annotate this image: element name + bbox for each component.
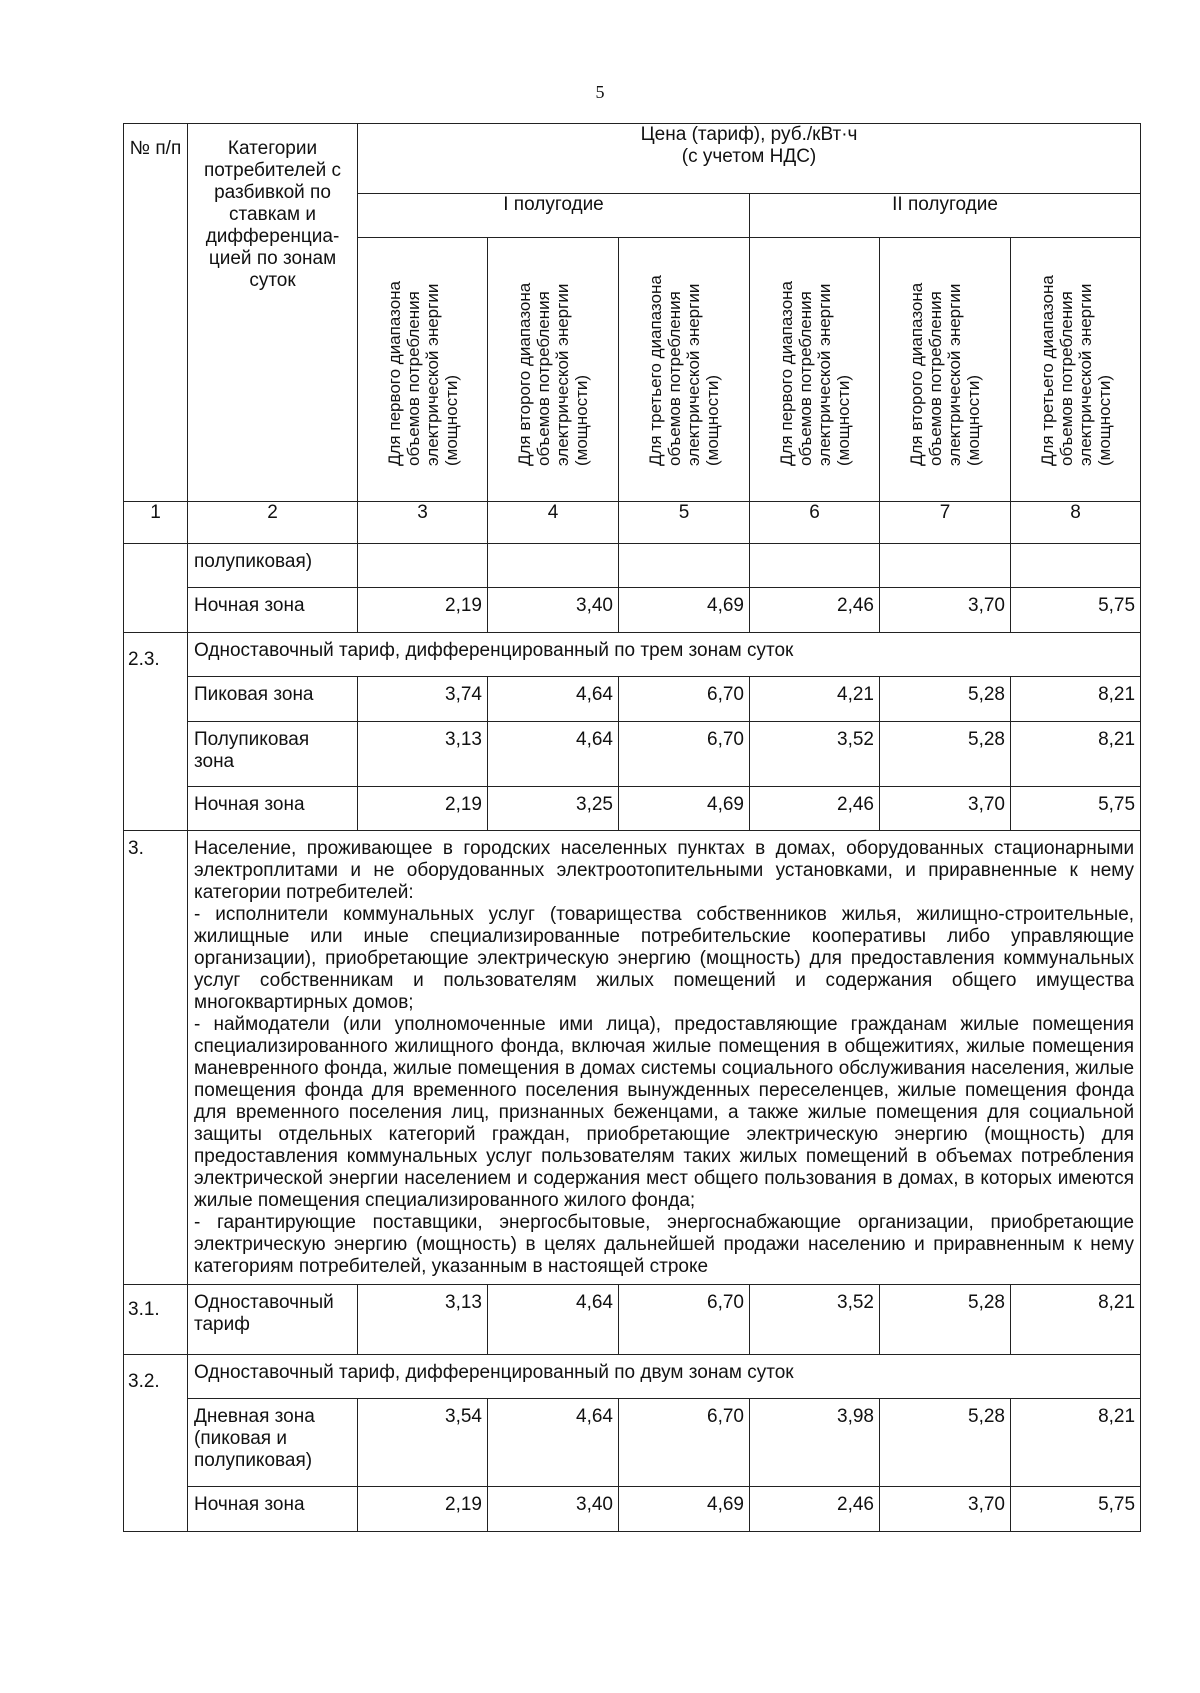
value-cell: 5,75 [1011,787,1141,831]
row-label: Полупиковая зона [188,722,358,787]
value-cell: 4,69 [619,787,750,831]
col-number-6: 6 [750,502,880,544]
col-number-4: 4 [488,502,619,544]
row-number: 3.1. [124,1285,188,1355]
value-cell: 4,64 [488,722,619,787]
value-cell: 4,64 [488,1399,619,1487]
header-range-2-text: Для второго диапазона объемов потребления электрической энергии (мощности) [515,282,591,466]
table-row [124,677,1141,722]
empty-cell [750,544,880,588]
value-cell: 5,28 [880,1285,1011,1355]
header-price-title: Цена (тариф), руб./кВт·ч (с учетом НДС) [358,124,1141,194]
value-cell: 2,19 [358,787,488,831]
header-col-category: Категории потребителей с разбивкой по ставкам и дифференциа-цией по зонам суток [188,124,358,502]
header-range-6-text: Для третьего диапазона объемов потребления электрической энергии (мощности) [1037,275,1114,466]
value-cell: 4,64 [488,677,619,722]
value-cell: 8,21 [1011,722,1141,787]
tariff-table [123,123,1141,1532]
col-number-8: 8 [1011,502,1141,544]
value-cell: 4,69 [619,588,750,633]
table-row [124,1285,1141,1355]
empty-cell [1011,544,1141,588]
value-cell: 4,21 [750,677,880,722]
col-number-1: 1 [124,502,188,544]
value-cell: 5,75 [1011,588,1141,633]
value-cell: 5,28 [880,1399,1011,1487]
header-range-4 [750,238,880,502]
row-label: Ночная зона [188,1487,358,1532]
value-cell: 3,70 [880,588,1011,633]
header-range-4-text: Для первого диапазона объемов потребления электрической энергии (мощности) [776,280,853,466]
header-range-1 [358,238,488,502]
value-cell: 6,70 [619,1285,750,1355]
header-half-2: II полугодие [750,194,1141,238]
row-label: полупиковая) [188,544,358,588]
value-cell: 3,40 [488,588,619,633]
header-range-3-text: Для третьего диапазона объемов потребления электрической энергии (мощности) [646,275,722,466]
value-cell: 6,70 [619,1399,750,1487]
col-number-7: 7 [880,502,1011,544]
value-cell: 2,19 [358,1487,488,1532]
empty-cell [619,544,750,588]
header-range-6 [1011,238,1141,502]
row-label: Дневная зона (пиковая и полупиковая) [188,1399,358,1487]
empty-cell [488,544,619,588]
value-cell: 3,13 [358,722,488,787]
header-range-5-text: Для второго диапазона объемов потребления электрической энергии (мощности) [907,282,983,466]
value-cell: 8,21 [1011,1399,1141,1487]
row-label: Ночная зона [188,588,358,633]
row-label: Ночная зона [188,787,358,831]
column-number-row [124,502,1141,544]
value-cell: 4,69 [619,1487,750,1532]
section-text-row [124,831,1141,1285]
row-label: Одноставочный тариф [188,1285,358,1355]
value-cell: 3,52 [750,722,880,787]
value-cell: 8,21 [1011,1285,1141,1355]
header-range-1-text: Для первого диапазона объемов потребления электрической энергии (мощности) [384,280,461,466]
value-cell: 3,40 [488,1487,619,1532]
value-cell: 2,19 [358,588,488,633]
col-number-3: 3 [358,502,488,544]
header-half-1: I полугодие [358,194,750,238]
value-cell: 3,70 [880,787,1011,831]
section-title: Одноставочный тариф, дифференцированный по трем зонам суток [188,633,1141,677]
table-row [124,1487,1141,1532]
value-cell: 8,21 [1011,677,1141,722]
value-cell: 5,28 [880,677,1011,722]
value-cell: 6,70 [619,722,750,787]
value-cell: 4,64 [488,1285,619,1355]
row-number: 3. [124,831,188,1285]
col-number-2: 2 [188,502,358,544]
row-number-empty [124,544,188,633]
section-title-row [124,633,1141,677]
value-cell: 2,46 [750,588,880,633]
page-number: 5 [595,82,605,102]
section-title: Одноставочный тариф, дифференцированный по двум зонам суток [188,1355,1141,1399]
table-row [124,787,1141,831]
value-cell: 5,75 [1011,1487,1141,1532]
table-row [124,1399,1141,1487]
table-row [124,544,1141,588]
value-cell: 3,25 [488,787,619,831]
value-cell: 3,74 [358,677,488,722]
col-number-5: 5 [619,502,750,544]
value-cell: 5,28 [880,722,1011,787]
table-row [124,588,1141,633]
header-row-1 [124,124,1141,194]
value-cell: 3,70 [880,1487,1011,1532]
value-cell: 3,52 [750,1285,880,1355]
row-number: 2.3. [124,633,188,831]
value-cell: 3,98 [750,1399,880,1487]
value-cell: 6,70 [619,677,750,722]
value-cell: 2,46 [750,787,880,831]
value-cell: 3,54 [358,1399,488,1487]
value-cell: 2,46 [750,1487,880,1532]
value-cell: 3,13 [358,1285,488,1355]
header-range-5 [880,238,1011,502]
empty-cell [358,544,488,588]
table-row [124,722,1141,787]
header-range-3 [619,238,750,502]
section-description: Население, проживающее в городских населенных пунктах в домах, оборудованных стационарными электроплитами и не оборудованных электроотопительными установками, и приравненные к нему категории потребителей: - исполнители коммунальных услуг (товарищества собственников жилья, жилищно-строительные, жилищные или иные специализированные потребительские кооперативы либо управляющие организации), приобретающие электрическую энергию (мощность) для предоставления коммунальных услуг собственникам и пользователям жилых помещений и содержания общего имущества многоквартирных домов; - наймодатели (или уполномоченные ими лица), предоставляющие гражданам жилые помещения специализированного жилищного фонда, включая жилые помещения в общежитиях, жилые помещения маневренного фонда, жилые помещения в домах системы социального обслуживания населения, жилые помещения фонда для временного поселения вынужденных переселенцев, жилые помещения фонда для временного поселения лиц, признанных беженцами, а также жилые помещения для социальной защиты отдельных категорий граждан, приобретающие электрическую энергию (мощность) для предоставления коммунальных услуг пользователям таких жилых помещений в объемах потребления электрической энергии населением и содержания мест общего пользования в домах, в которых имеются жилые помещения специализированного жилого фонда; - гарантирующие поставщики, энергосбытовые, энергоснабжающие организации, приобретающие электрическую энергию (мощность) в целях дальнейшей продажи населению и приравненным к нему категориям потребителей, указанным в настоящей строке [188,831,1141,1285]
row-number: 3.2. [124,1355,188,1532]
header-col-no: № п/п [124,124,188,502]
empty-cell [880,544,1011,588]
section-title-row [124,1355,1141,1399]
row-label: Пиковая зона [188,677,358,722]
header-range-2 [488,238,619,502]
